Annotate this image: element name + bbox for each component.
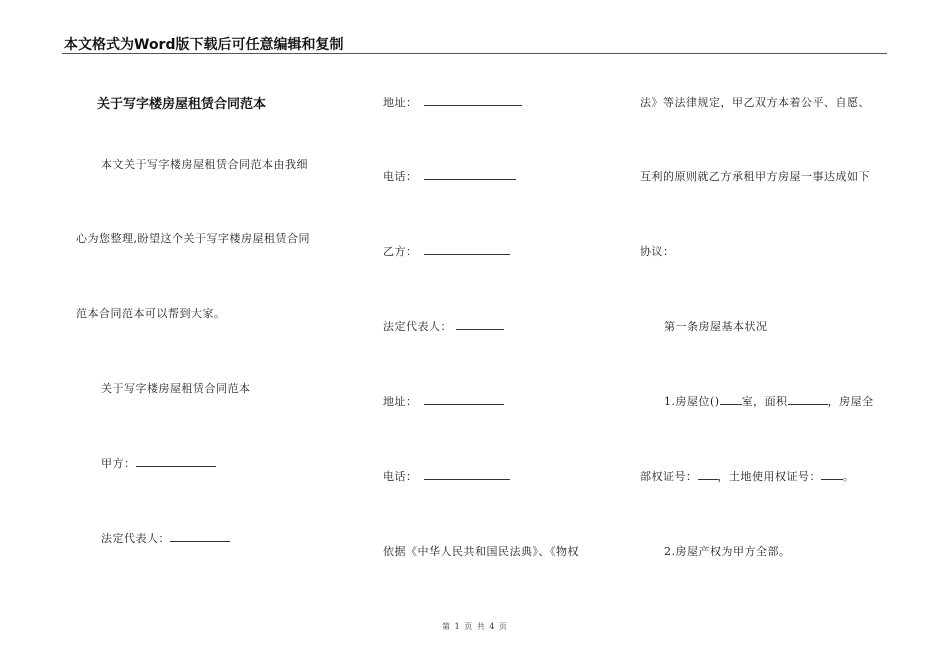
legal-rep-a-field [101, 530, 230, 546]
address-a-blank [424, 95, 522, 106]
item-2-line: 2.房屋产权为甲方全部。 [664, 545, 791, 558]
address-a-field [383, 94, 522, 110]
party-a-blank [136, 456, 216, 467]
subtitle: 关于写字楼房屋租赁合同范本 [101, 382, 251, 395]
item-1-location-label: 1.房屋位() [664, 395, 720, 408]
land-cert-label: ，土地使用权证号： [717, 470, 821, 483]
clause-line-2: 互利的原则就乙方承租甲方房屋一事达成如下 [640, 170, 870, 183]
item-1-line-2 [640, 468, 855, 484]
party-a-field [101, 455, 216, 471]
item-1-cert-label: ，房屋全 [827, 395, 874, 408]
item-1-end: 。 [843, 470, 855, 483]
party-b-field [383, 243, 510, 259]
land-cert-blank [821, 469, 843, 480]
header-divider [62, 53, 887, 54]
party-a-label: 甲方： [101, 457, 136, 470]
legal-basis-line: 依据《中华人民共和国民法典》、《物权 [383, 545, 579, 558]
property-cert-label: 部权证号： [640, 470, 698, 483]
address-b-field [383, 393, 504, 409]
room-blank [720, 394, 742, 405]
party-b-blank [424, 244, 510, 255]
phone-a-field [383, 168, 516, 184]
document-title: 关于写字楼房屋租赁合同范本 [97, 97, 267, 112]
legal-rep-b-blank [456, 319, 504, 330]
item-1-area-label: 室，面积 [741, 395, 788, 408]
phone-b-field [383, 468, 510, 484]
intro-line-1: 本文关于写字楼房屋租赁合同范本由我细 [101, 158, 308, 171]
document-header: 本文格式为Word版下载后可任意编辑和复制 [64, 37, 344, 53]
page-footer: 第 1 页 共 4 页 [442, 622, 508, 631]
item-1-line-1 [664, 393, 874, 409]
party-b-label: 乙方： [383, 245, 418, 258]
address-a-label: 地址： [383, 96, 418, 109]
property-cert-blank [698, 469, 718, 480]
article-1-heading: 第一条房屋基本状况 [664, 320, 768, 333]
intro-line-3: 范本合同范本可以帮到大家。 [76, 307, 226, 320]
intro-line-2: 心为您整理,盼望这个关于写字楼房屋租赁合同 [76, 232, 310, 245]
clause-line-3: 协议： [640, 245, 675, 258]
legal-rep-b-field [383, 318, 504, 334]
phone-b-label: 电话： [383, 470, 418, 483]
address-b-blank [424, 394, 504, 405]
clause-line-1: 法》等法律规定，甲乙双方本着公平、自愿、 [640, 96, 870, 109]
phone-a-blank [424, 169, 516, 180]
address-b-label: 地址： [383, 395, 418, 408]
legal-rep-a-blank [170, 531, 230, 542]
legal-rep-b-label: 法定代表人： [383, 320, 452, 333]
area-blank [788, 394, 828, 405]
phone-a-label: 电话： [383, 170, 418, 183]
legal-rep-a-label: 法定代表人： [101, 532, 170, 545]
phone-b-blank [424, 469, 510, 480]
